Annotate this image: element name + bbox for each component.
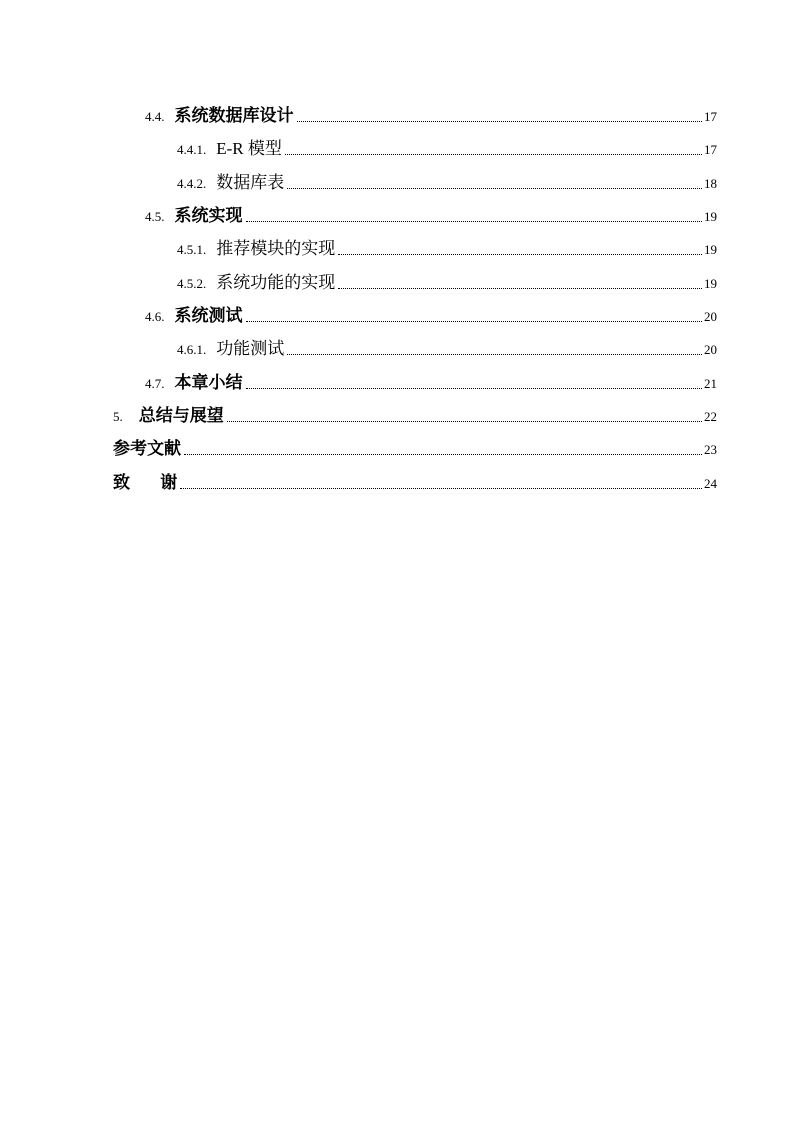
toc-title: 数据库表 xyxy=(216,173,285,192)
toc-number: 4.5.1. xyxy=(177,242,207,257)
toc-entry-4-5-1[interactable] xyxy=(177,237,717,259)
toc-leader-dots xyxy=(227,420,702,422)
toc-title: 功能测试 xyxy=(216,339,285,358)
toc-title: 致 谢 xyxy=(113,473,178,492)
toc-entry-4-4-2[interactable] xyxy=(177,171,717,193)
toc-title: E-R 模型 xyxy=(216,139,282,158)
toc-entry-5[interactable] xyxy=(113,404,717,426)
toc-title: 系统实现 xyxy=(174,206,243,225)
toc-entry-4-5-2[interactable] xyxy=(177,271,717,293)
toc-entry-4-6-1[interactable] xyxy=(177,337,717,359)
toc-number: 4.6. xyxy=(145,309,165,324)
toc-entry-references[interactable] xyxy=(113,437,717,459)
toc-leader-dots xyxy=(287,353,702,355)
toc-title: 参考文献 xyxy=(113,439,181,458)
toc-entry-4-7[interactable] xyxy=(145,371,717,393)
toc-leader-dots xyxy=(246,320,703,322)
toc-page-number: 17 xyxy=(704,142,717,157)
toc-page-number: 24 xyxy=(704,476,717,491)
toc-title: 本章小结 xyxy=(174,373,243,392)
toc-leader-dots xyxy=(180,487,702,489)
toc-page-number: 19 xyxy=(704,242,717,257)
toc-page-number: 17 xyxy=(704,109,717,124)
toc-title: 推荐模块的实现 xyxy=(216,239,336,258)
toc-number: 4.4.2. xyxy=(177,176,207,191)
toc-page-number: 22 xyxy=(704,409,717,424)
toc-page-number: 19 xyxy=(704,276,717,291)
toc-leader-dots xyxy=(338,287,702,289)
toc-number: 4.4. xyxy=(145,109,165,124)
toc-page-number: 21 xyxy=(704,376,717,391)
toc-leader-dots xyxy=(338,253,702,255)
toc-title: 系统功能的实现 xyxy=(216,273,336,292)
toc-page-number: 23 xyxy=(704,442,717,457)
toc-number: 4.7. xyxy=(145,376,165,391)
toc-leader-dots xyxy=(297,120,703,122)
toc-number: 4.6.1. xyxy=(177,342,207,357)
toc-leader-dots xyxy=(285,153,702,155)
toc-entry-acknowledgements[interactable] xyxy=(113,471,717,493)
toc-entry-4-4-1[interactable] xyxy=(177,137,717,159)
toc-leader-dots xyxy=(287,187,702,189)
toc-page-number: 19 xyxy=(704,209,717,224)
toc-entry-4-5[interactable] xyxy=(145,204,717,226)
toc-leader-dots xyxy=(246,220,703,222)
toc-page-number: 20 xyxy=(704,309,717,324)
toc-page-number: 20 xyxy=(704,342,717,357)
toc-title: 系统数据库设计 xyxy=(174,106,294,125)
toc-page-number: 18 xyxy=(704,176,717,191)
toc-number: 4.5. xyxy=(145,209,165,224)
toc-entry-4-4[interactable] xyxy=(145,104,717,126)
toc-number: 5. xyxy=(113,409,123,424)
toc-entry-4-6[interactable] xyxy=(145,304,717,326)
toc-title: 系统测试 xyxy=(174,306,243,325)
toc-leader-dots xyxy=(184,453,702,455)
toc-number: 4.5.2. xyxy=(177,276,207,291)
toc-leader-dots xyxy=(246,387,703,389)
toc-number: 4.4.1. xyxy=(177,142,207,157)
toc-title: 总结与展望 xyxy=(138,406,224,425)
